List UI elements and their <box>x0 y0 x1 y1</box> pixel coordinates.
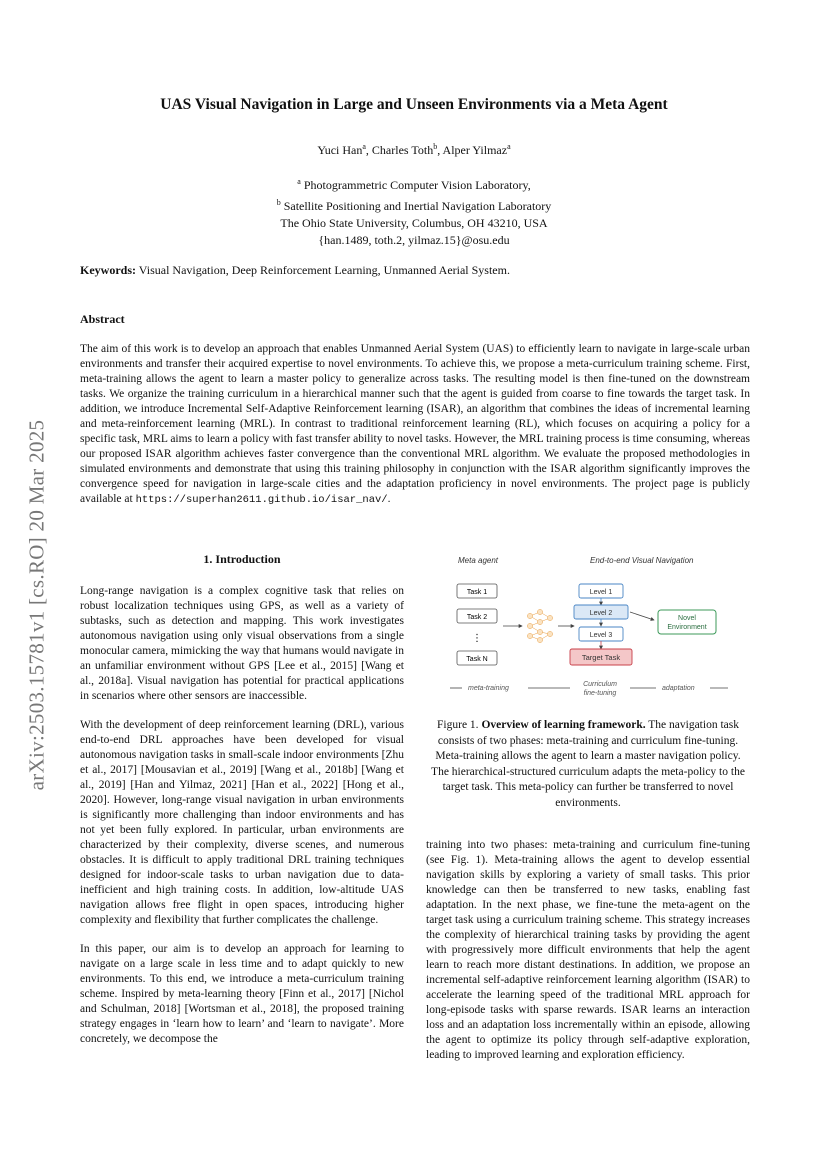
neural-network-icon <box>527 609 552 642</box>
novel-environment-box <box>658 610 716 634</box>
svg-text:Environment: Environment <box>667 624 707 631</box>
affiliation-line: The Ohio State University, Columbus, OH 43210, USA <box>280 216 548 230</box>
label-end-to-end: End-to-end Visual Navigation <box>590 556 694 565</box>
target-task-box <box>570 649 632 665</box>
label-meta-agent: Meta agent <box>458 556 499 565</box>
author-name: Charles Toth <box>371 143 434 157</box>
affiliation-line: Photogrammetric Computer Vision Laboratory, <box>303 178 531 192</box>
author-sup: a <box>507 142 511 151</box>
level-3-box <box>579 627 623 641</box>
affiliations <box>160 173 668 249</box>
left-column <box>80 584 404 1061</box>
author-list: Yuci Han$^a$, Charles Toth$^b$, Alper Yilmaz$^a$ <box>317 142 511 157</box>
author-name: Alper Yilmaz <box>442 143 508 157</box>
svg-text:Task N: Task N <box>466 656 488 663</box>
figure-caption <box>426 718 750 811</box>
affiliation-line: Satellite Positioning and Inertial Navigation Laboratory <box>283 199 552 213</box>
arxiv-stamp <box>22 360 52 850</box>
task-1-box <box>457 584 497 598</box>
svg-text:Task 1: Task 1 <box>466 589 488 596</box>
task-2-box <box>457 609 497 623</box>
ellipsis: ⋮ <box>472 633 482 644</box>
svg-text:Novel: Novel <box>678 615 696 622</box>
caption-bold: Overview of learning framework. <box>481 719 646 731</box>
abstract-body <box>80 342 750 508</box>
abstract-end: . <box>387 493 391 505</box>
project-page-link[interactable]: https://superhan2611.github.io/isar_nav/ <box>135 494 388 506</box>
abstract-heading: Abstract <box>80 312 125 326</box>
caption-prefix: Figure 1. <box>437 719 479 731</box>
figure-learning-framework <box>440 548 740 708</box>
task-n-box <box>457 651 497 665</box>
author-sup: a <box>362 142 366 151</box>
paragraph: In this paper, our aim is to develop an approach for learning to navigate on a large scale in less time and to adapt quickly to new environments. To this end, we introduce a meta-curriculum training scheme. Inspired by meta-learning theory [Finn et al., 2017] [Nichol and Schulman, 2018] [Wortsman et al., 2018], the proposed training strategy engages in ‘learn how to learn’ and ‘learn to navigate’. More concretely, we decompose the <box>80 943 404 1045</box>
aff-sup: b <box>276 198 281 207</box>
phase-adaptation: adaptation <box>662 685 695 692</box>
level-1-box <box>579 584 623 598</box>
svg-text:Level 1: Level 1 <box>589 589 613 596</box>
level-2-box <box>574 605 628 619</box>
abstract-text: The aim of this work is to develop an approach that enables Unmanned Aerial System (UAS) to efficiently learn to navigate in large-scale urban environments and transfer their acquired expertise to novel environments. To achieve this, we propose a meta-curriculum training scheme. First, meta-training allows the agent to learn a master policy to generalize across tasks. The resulting model is then fine-tuned on the downstream tasks. We organize the training curriculum in a hierarchical manner such that the agent is guided from coarse to fine towards the target task. In addition, we introduce Incremental Self-Adaptive Reinforcement learning (ISAR), an algorithm that combines the ideas of incremental learning and meta-reinforcement learning (MRL). In contrast to traditional reinforcement learning (RL), which focuses on acquiring a policy for a specific task, MRL aims to learn a policy with fast transfer ability to novel tasks. However, the MRL training process is time consuming, whereas our proposed ISAR algorithm achieves faster convergence than the conventional MRL algorithm. We evaluate the proposed methodologies in simulated environments and demonstrate that using this training philosophy in conjunction with the ISAR algorithm significantly improves the convergence speed for navigation in large-scale cities and the adaptation proficiency in novel environments. The project page is publicly available at <box>80 343 750 505</box>
author-name: Yuci Han <box>317 143 363 157</box>
arxiv-id: arXiv:2503.15781v1 [cs.RO] 20 Mar 2025 <box>24 419 49 791</box>
aff-sup: a <box>297 177 301 186</box>
keywords-label: Keywords: <box>80 263 136 277</box>
phase-curriculum: Curriculum <box>583 681 617 688</box>
keywords <box>80 263 760 278</box>
paper-title: UAS Visual Navigation in Large and Unseen Environments via a Meta Agent <box>160 96 668 113</box>
paragraph: training into two phases: meta-training and curriculum fine-tuning (see Fig. 1). Meta-training allows the agent to develop essential navigation skills by exploring a variety of small tasks. This prior knowledge can then be transferred to new tasks, enabling fast adaptation. In the next phase, we fine-tune the meta-agent on the target task using a curriculum training scheme. This strategy increases the complexity of hierarchical training tasks by providing the agent with progressively more difficult environments that help the agent learn to reach more distant destinations. In addition, we propose an incremental self-adaptive reinforcement learning algorithm (ISAR) to accelerate the learning speed of the traditional MRL approach for long-episode tasks with sparse rewards. ISAR learns an interaction loss and an adaptation loss incrementally within an episode, allowing the agent to optimize its policy through self-adaptive exploration, leading to improved learning and exploration efficiency. <box>426 839 750 1061</box>
caption-text: The navigation task consists of two phases: meta-training and curriculum fine-tuning. Meta-training allows the agent to learn a master navigation policy. The hierarchical-structured curriculum adapts the meta-policy to the target task. This meta-policy can further be transferred to novel environments. <box>431 719 745 809</box>
svg-text:Task 2: Task 2 <box>466 614 488 621</box>
section-heading-introduction: 1. Introduction <box>203 552 281 566</box>
paragraph: Long-range navigation is a complex cognitive task that relies on robust localization techniques using GPS, as well as a variety of subtasks, such as detection and mapping. This work investigates autonomous navigation using only visual observations from a single monocular camera, mimicking the way that humans would navigate in an unfamiliar environment without GPS [Lee et al., 2015] [Wang et al., 2018a]. Visual navigation has potential for practical applications in scenarios where other sensors are inaccessible. <box>80 585 404 702</box>
svg-text:Level 3: Level 3 <box>589 632 613 639</box>
paragraph: With the development of deep reinforcement learning (DRL), various end-to-end DRL approaches have been developed for visual autonomous navigation tasks in small-scale indoor environments [Zhu et al., 2017] [Mousavian et al., 2019] [Wang et al., 2018b] [Wang et al., 2019] [Han and Yilmaz, 2021] [Han et al., 2022] [Hong et al., 2020]. However, long-range visual navigation in urban environments is significantly more challenging than indoor environments and has not yet been fully explored. In particular, urban environments are characterized by their complexity, diverse scenes, and numerous obstacles. It is difficult to apply traditional DRL training techniques designed for indoor-scale tasks to urban navigation due to data-inefficient and high training costs. In addition, low-altitude UAS navigation allows free flight in open spaces, introducing higher complexity and flexibility that further complicates the challenge. <box>80 719 404 926</box>
phase-meta-training: meta-training <box>468 685 509 692</box>
phase-fine-tuning: fine-tuning <box>583 690 617 697</box>
keywords-text: Visual Navigation, Deep Reinforcement Learning, Unmanned Aerial System. <box>138 263 510 277</box>
author-sup: b <box>433 142 438 151</box>
svg-text:Level 2: Level 2 <box>589 610 613 617</box>
author-emails: {han.1489, toth.2, yilmaz.15}@osu.edu <box>318 233 510 247</box>
right-column <box>426 838 750 1077</box>
svg-text:Target Task: Target Task <box>581 653 621 662</box>
